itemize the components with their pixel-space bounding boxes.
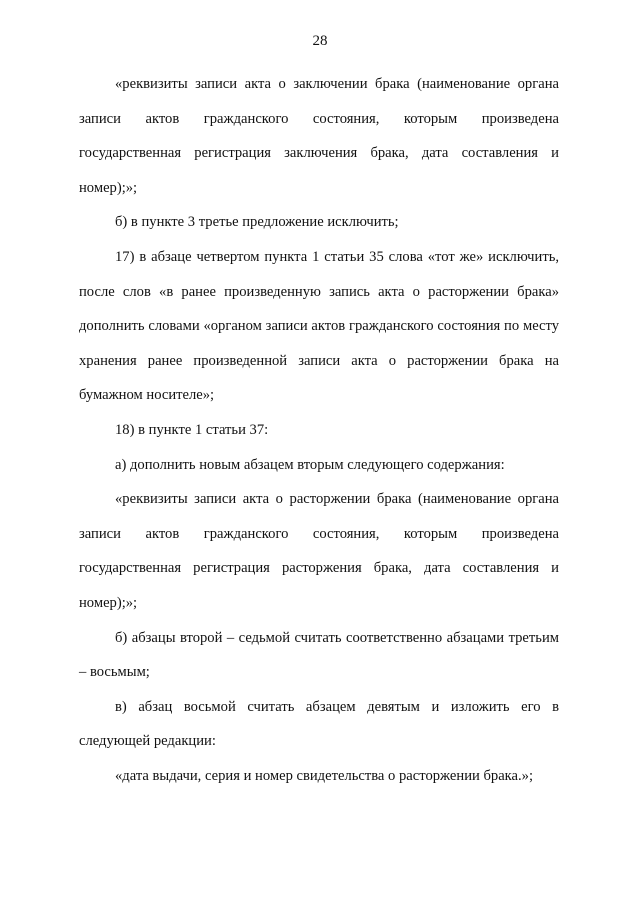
paragraph-item-18: 18) в пункте 1 статьи 37: bbox=[115, 421, 269, 438]
paragraph-subitem-b: б) абзацы второй – седьмой считать соответственно абзацами третьим – восьмым; bbox=[79, 629, 559, 681]
paragraph-point-3-amendment: б) в пункте 3 третье предложение исключить; bbox=[115, 214, 399, 231]
paragraph-marriage-record-details: «реквизиты записи акта о заключении брака (наименование органа записи актов гражданского состояния, которым произведена государственная регистрация заключения брака, дата составления и номер);»; bbox=[79, 76, 559, 196]
page-number: 28 bbox=[312, 33, 328, 49]
paragraph-subitem-v: в) абзац восьмой считать абзацем девятым и изложить его в следующей редакции: bbox=[79, 698, 559, 750]
paragraph-subitem-a: а) дополнить новым абзацем вторым следующего содержания: bbox=[115, 456, 505, 473]
paragraph-certificate-details: «дата выдачи, серия и номер свидетельства о расторжении брака.»; bbox=[115, 767, 534, 784]
paragraph-item-17: 17) в абзаце четвертом пункта 1 статьи 35 слова «тот же» исключить, после слов «в ранее произведенную запись акта о расторжении брака» дополнить словами «органом записи актов гражданского состояния по месту хранения ранее произведенной записи акта о расторжении брака на бумажном носителе»; bbox=[79, 248, 559, 404]
paragraph-divorce-record-details: «реквизиты записи акта о расторжении брака (наименование органа записи актов гражданского состояния, которым произведена государственная регистрация расторжения брака, дата составления и номер);»; bbox=[79, 491, 559, 611]
document-body bbox=[79, 67, 559, 793]
